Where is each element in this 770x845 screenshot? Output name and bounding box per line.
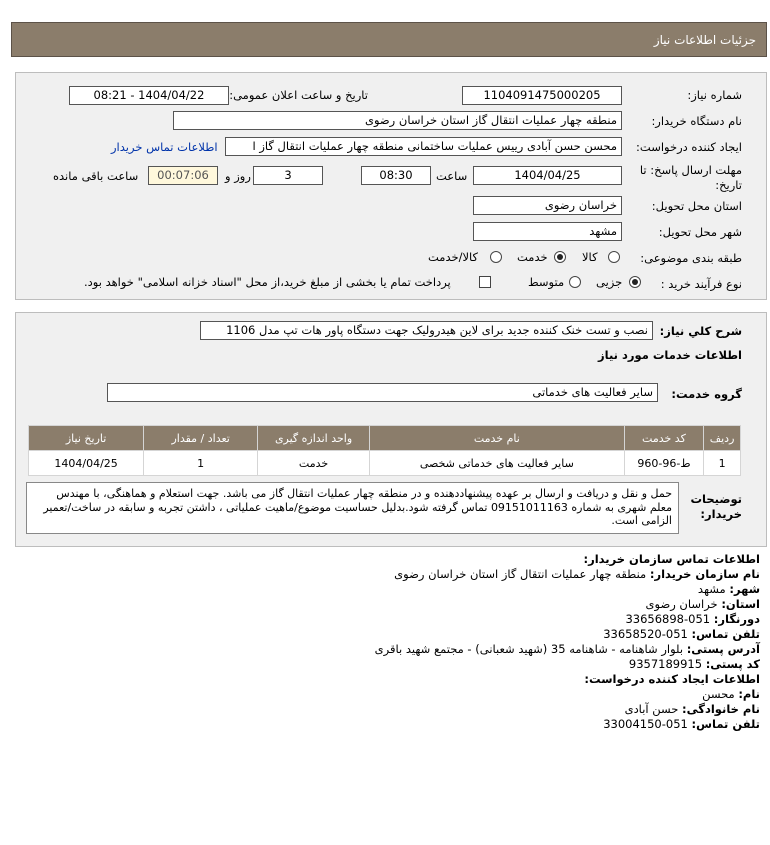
- buyer-org-field: منطقه چهار عملیات انتقال گاز استان خراسان رضوی: [173, 111, 622, 130]
- province-field: خراسان رضوی: [473, 196, 622, 215]
- col-row: ردیف: [704, 426, 741, 451]
- process-option-partial: جزیی: [596, 275, 623, 289]
- service-group-field: سایر فعالیت های خدماتی: [107, 383, 658, 402]
- buyer-contact-link[interactable]: اطلاعات تماس خریدار: [111, 140, 218, 154]
- remaining-time-field: 00:07:06: [148, 166, 218, 185]
- col-name: نام خدمت: [369, 426, 624, 451]
- contact-postal: کد پستی: 9357189915: [628, 657, 760, 671]
- creator-label: ایجاد کننده درخواست:: [636, 140, 742, 154]
- process-label: نوع فرآیند خرید :: [660, 277, 742, 291]
- category-label: طبقه بندی موضوعی:: [640, 251, 742, 265]
- cell-date: 1404/04/25: [29, 451, 144, 476]
- contact-fax: دورنگار: 051-33656898: [625, 612, 760, 626]
- page-title: جزئیات اطلاعات نیاز: [653, 33, 756, 47]
- creator-name: نام: محسن: [702, 687, 760, 701]
- col-code: کد خدمت: [624, 426, 703, 451]
- category-radio-goods[interactable]: [608, 251, 620, 263]
- creator-family: نام خانوادگی: حسن آبادی: [624, 702, 760, 716]
- deadline-date-field: 1404/04/25: [473, 166, 622, 185]
- notes-label-2: خریدار:: [700, 507, 742, 521]
- contact-heading: اطلاعات تماس سازمان خریدار:: [583, 552, 760, 566]
- deadline-time-label: ساعت: [436, 169, 468, 183]
- details-panel: [15, 72, 767, 300]
- deadline-date-label: تاریخ:: [715, 178, 742, 192]
- services-table: [28, 425, 741, 476]
- summary-label: شرح کلي نياز:: [659, 324, 742, 338]
- contact-city: شهر: مشهد: [697, 582, 760, 596]
- cell-quantity: 1: [144, 451, 258, 476]
- need-number-field: 1104091475000205: [462, 86, 622, 105]
- category-option-goods: کالا: [582, 250, 598, 264]
- cell-unit: خدمت: [258, 451, 370, 476]
- table-header-row: [29, 426, 741, 451]
- process-option-medium: متوسط: [528, 275, 565, 289]
- days-field: 3: [253, 166, 323, 185]
- process-radio-partial[interactable]: [629, 276, 641, 288]
- services-heading: اطلاعات خدمات مورد نیاز: [598, 348, 742, 362]
- cell-row: 1: [704, 451, 741, 476]
- deadline-label: مهلت ارسال پاسخ: تا: [639, 163, 742, 177]
- remaining-time-label: ساعت باقی مانده: [53, 169, 139, 183]
- need-number-label: شماره نیاز:: [687, 88, 742, 102]
- buyer-notes: حمل و نقل و دریافت و ارسال بر عهده پیشنهاددهنده و در منطقه چهار عملیات انتقال گاز می باشد. جهت استعلام و هماهنگی، با مهندس معلم شهری به شماره 09151011163 تماس گرفته شود.بدلیل حساسیت موضوع/ماهیت عملیاتی ، داشتن تجربه و سابقه در ساخت/تعمیر الزامی است.: [26, 482, 679, 534]
- province-label: استان محل تحویل:: [651, 199, 742, 213]
- treasury-payment-checkbox[interactable]: [479, 276, 491, 288]
- category-radio-goods-service[interactable]: [490, 251, 502, 263]
- table-row: [29, 451, 741, 476]
- process-radio-medium[interactable]: [569, 276, 581, 288]
- summary-field: نصب و تست خنک کننده جدید برای لاین هیدرولیک جهت دستگاه پاور هات تپ مدل 1106: [200, 321, 653, 340]
- city-field: مشهد: [473, 222, 622, 241]
- category-option-service: خدمت: [517, 250, 548, 264]
- col-date: تاریخ نیاز: [29, 426, 144, 451]
- service-group-label: گروه خدمت:: [671, 387, 742, 401]
- category-radio-service[interactable]: [554, 251, 566, 263]
- days-label: روز و: [225, 169, 251, 183]
- cell-name: سایر فعالیت های خدماتی شخصی: [369, 451, 624, 476]
- creator-phone: تلفن تماس: 051-33004150: [603, 717, 760, 731]
- creator-field: محسن حسن آبادی رییس عملیات ساختمانی منطقه چهار عملیات انتقال گاز ا: [225, 137, 622, 156]
- announce-label: تاریخ و ساعت اعلان عمومی:: [229, 88, 368, 102]
- creator-heading: اطلاعات ایجاد کننده درخواست:: [584, 672, 760, 686]
- contact-province: استان: خراسان رضوی: [645, 597, 760, 611]
- buyer-org-label: نام دستگاه خریدار:: [651, 114, 742, 128]
- col-quantity: تعداد / مقدار: [144, 426, 258, 451]
- notes-label: توضیحات: [690, 492, 742, 506]
- contact-org: نام سازمان خریدار: منطقه چهار عملیات انتقال گاز استان خراسان رضوی: [394, 567, 760, 581]
- category-option-goods-service: کالا/خدمت: [428, 250, 479, 264]
- announce-field: 1404/04/22 - 08:21: [69, 86, 229, 105]
- cell-code: ط-96-960: [624, 451, 703, 476]
- city-label: شهر محل تحویل:: [658, 225, 742, 239]
- contact-address: آدرس پستی: بلوار شاهنامه - شاهنامه 35 (شهید شعبانی) - مجتمع شهید باقری: [374, 642, 760, 656]
- treasury-payment-text: پرداخت تمام یا بخشی از مبلغ خرید،از محل "اسناد خزانه اسلامی" خواهد بود.: [84, 275, 451, 289]
- contact-phone: تلفن تماس: 051-33658520: [603, 627, 760, 641]
- deadline-time-field: 08:30: [361, 166, 431, 185]
- col-unit: واحد اندازه گیری: [258, 426, 370, 451]
- page-header: [11, 22, 767, 57]
